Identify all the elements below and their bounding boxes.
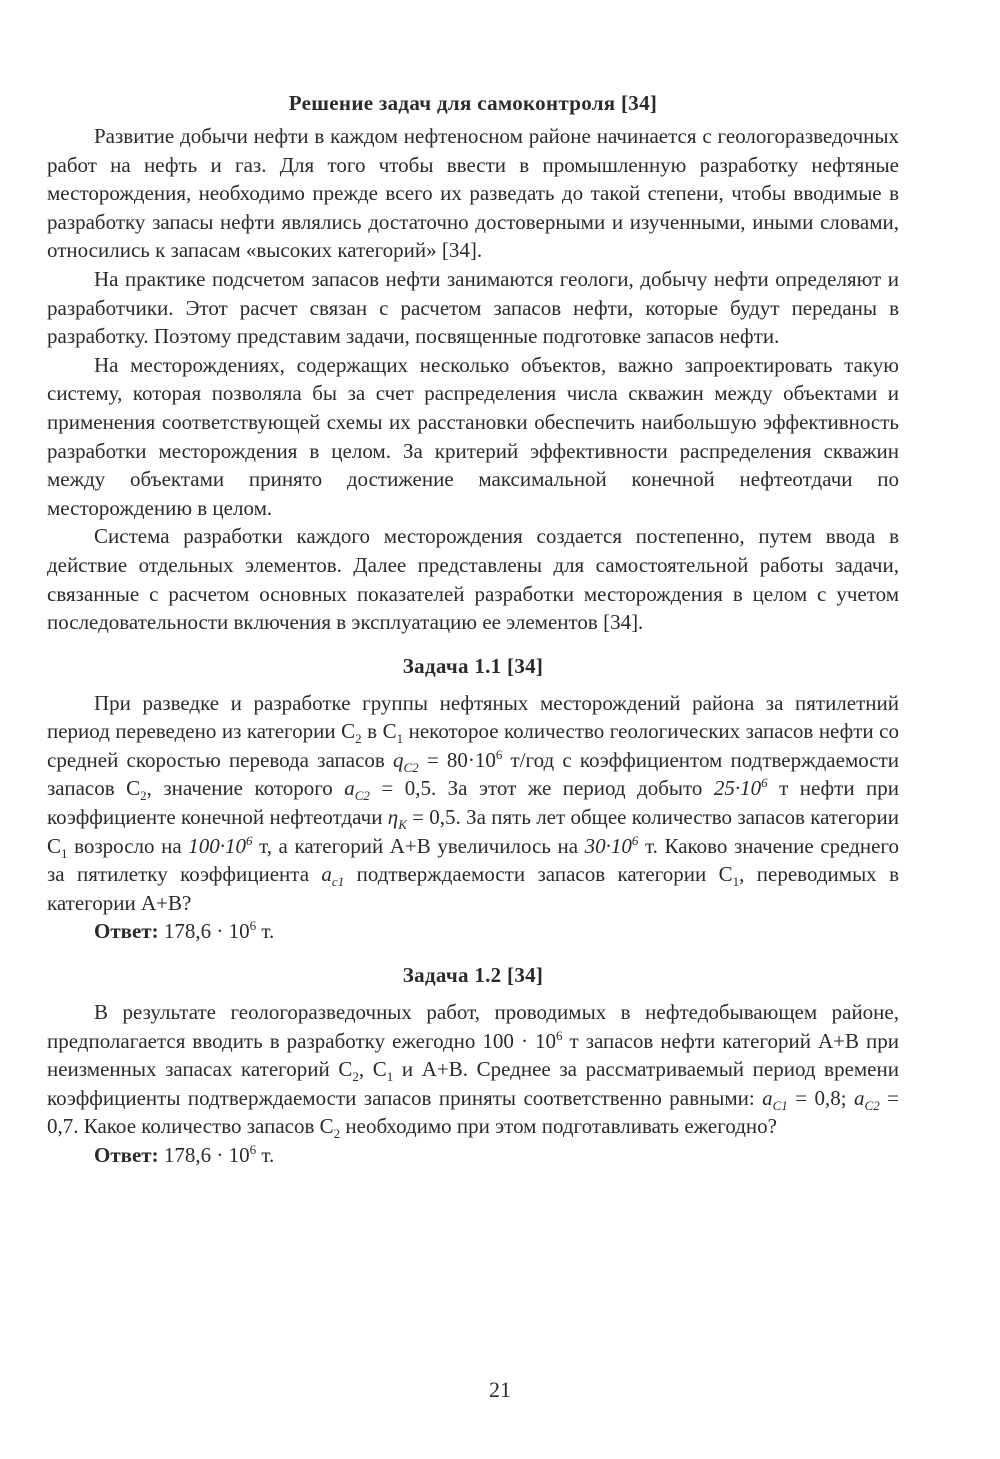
task-2-title: Задача 1.2 [34] — [402, 963, 544, 988]
formula-q-c2: $q_{C2} = 80\cdot 10^6$ — [392, 746, 503, 776]
formula-produced: $25\cdot 10^6$ — [713, 775, 768, 801]
paragraph-3: На месторождениях, содержащих несколько объектов, важно запроектировать такую систему, которая позволяла бы за счет распределения числа скважин между объектами и применения соответствующей схемы их расстановки обеспечить наибольшую эффективность разработки месторождения в целом. За критерий эффективности распределения скважин между объектами принято достижение максимальной конечной нефтеотдачи по месторождению в целом. — [47, 352, 899, 520]
formula-a-c2: $a_{C2}$ — [344, 776, 370, 804]
formula-a-c2-value: $a_{C2}$ — [854, 1085, 880, 1113]
formula-a-c1: $a_{c1}$ — [321, 862, 345, 890]
document-page — [47, 88, 899, 1170]
formula-ab-growth: $30\cdot 10^6$ — [584, 832, 639, 858]
task-1-text: При разведке и разработке группы нефтяных месторождений района за пятилетний период переведено из категории $С_2$ в $С_1$ некоторое количество геологических запасов нефти со средней скоростью перевода запасов $q_{C2} = 80\cdot 10^6$ т/год с коэффициентом подтверждаемости запасов $С_2$, значение которого $a_{C2} = 0,5$. За этот же период добыто $25\cdot 10^6$ т нефти при коэффициенте конечной нефтеотдачи $\eta_K = 0,5$. За пять лет общее количество запасов категории $С_1$ возросло на $100\cdot 10^6$ т, а категорий А+В увеличилось на $30\cdot 10^6$ т. Каково значение среднего за пятилетку коэффициента $a_{c1}$ подтверждаемости запасов категории $С_1$, переводимых в категории А+В? — [47, 690, 899, 915]
task-1-title: Задача 1.1 [34] — [402, 653, 544, 678]
task-2-answer: Ответ: $178,6 \cdot 10^6$ т. — [94, 1142, 275, 1167]
task-1-answer: Ответ: $178,6 \cdot 10^6$ т. — [94, 918, 275, 944]
paragraph-1: Развитие добычи нефти в каждом нефтеносном районе начинается с геологоразведочных работ на нефть и газ. Для того чтобы ввести в промышленную разработку нефтяные месторождения, необходимо прежде всего их разведать до такой степени, чтобы вводимые в разработку запасы нефти являлись достаточно достоверными и изученными, иными словами, относились к запасам «высоких категорий» [34]. — [47, 124, 899, 263]
formula-c1-growth: $100\cdot 10^6$ — [188, 832, 253, 858]
formula-a-c1-value: $a_{C1}$ — [762, 1085, 788, 1113]
paragraph-2: На практике подсчетом запасов нефти занимаются геологи, добычу нефти определяют и разработчики. Этот расчет связан с расчетом запасов нефти, которые будут переданы в разработку. Поэтому представим задачи, посвященные подготовке запасов нефти. — [47, 266, 899, 349]
task-2-text: В результате геологоразведочных работ, проводимых в нефтедобывающем районе, предполагается вводить в разработку ежегодно $100 \cdot 10^6$ т запасов нефти категорий А+В при неизменных запасах категорий $С_2$, $С_1$ и А+В. Среднее за рассматриваемый период времени коэффициенты подтверждаемости запасов приняты соответственно равными: $a_{C1} = 0,8$; $a_{C2} = 0,7$. Какое количество запасов $С_2$ необходимо при этом подготавливать ежегодно? — [47, 1000, 899, 1142]
formula-eta-k: $\eta_K = 0,5$ — [387, 805, 456, 833]
section-title: Решение задач для самоконтроля [34] — [288, 91, 658, 115]
paragraph-4: Система разработки каждого месторождения создается постепенно, путем ввода в действие отдельных элементов. Далее представлены для самостоятельной работы задачи, связанные с расчетом основных показателей разработки месторождения в целом с учетом последовательности включения в эксплуатацию ее элементов [34]. — [47, 524, 899, 635]
page-number: 21 — [489, 1377, 511, 1402]
